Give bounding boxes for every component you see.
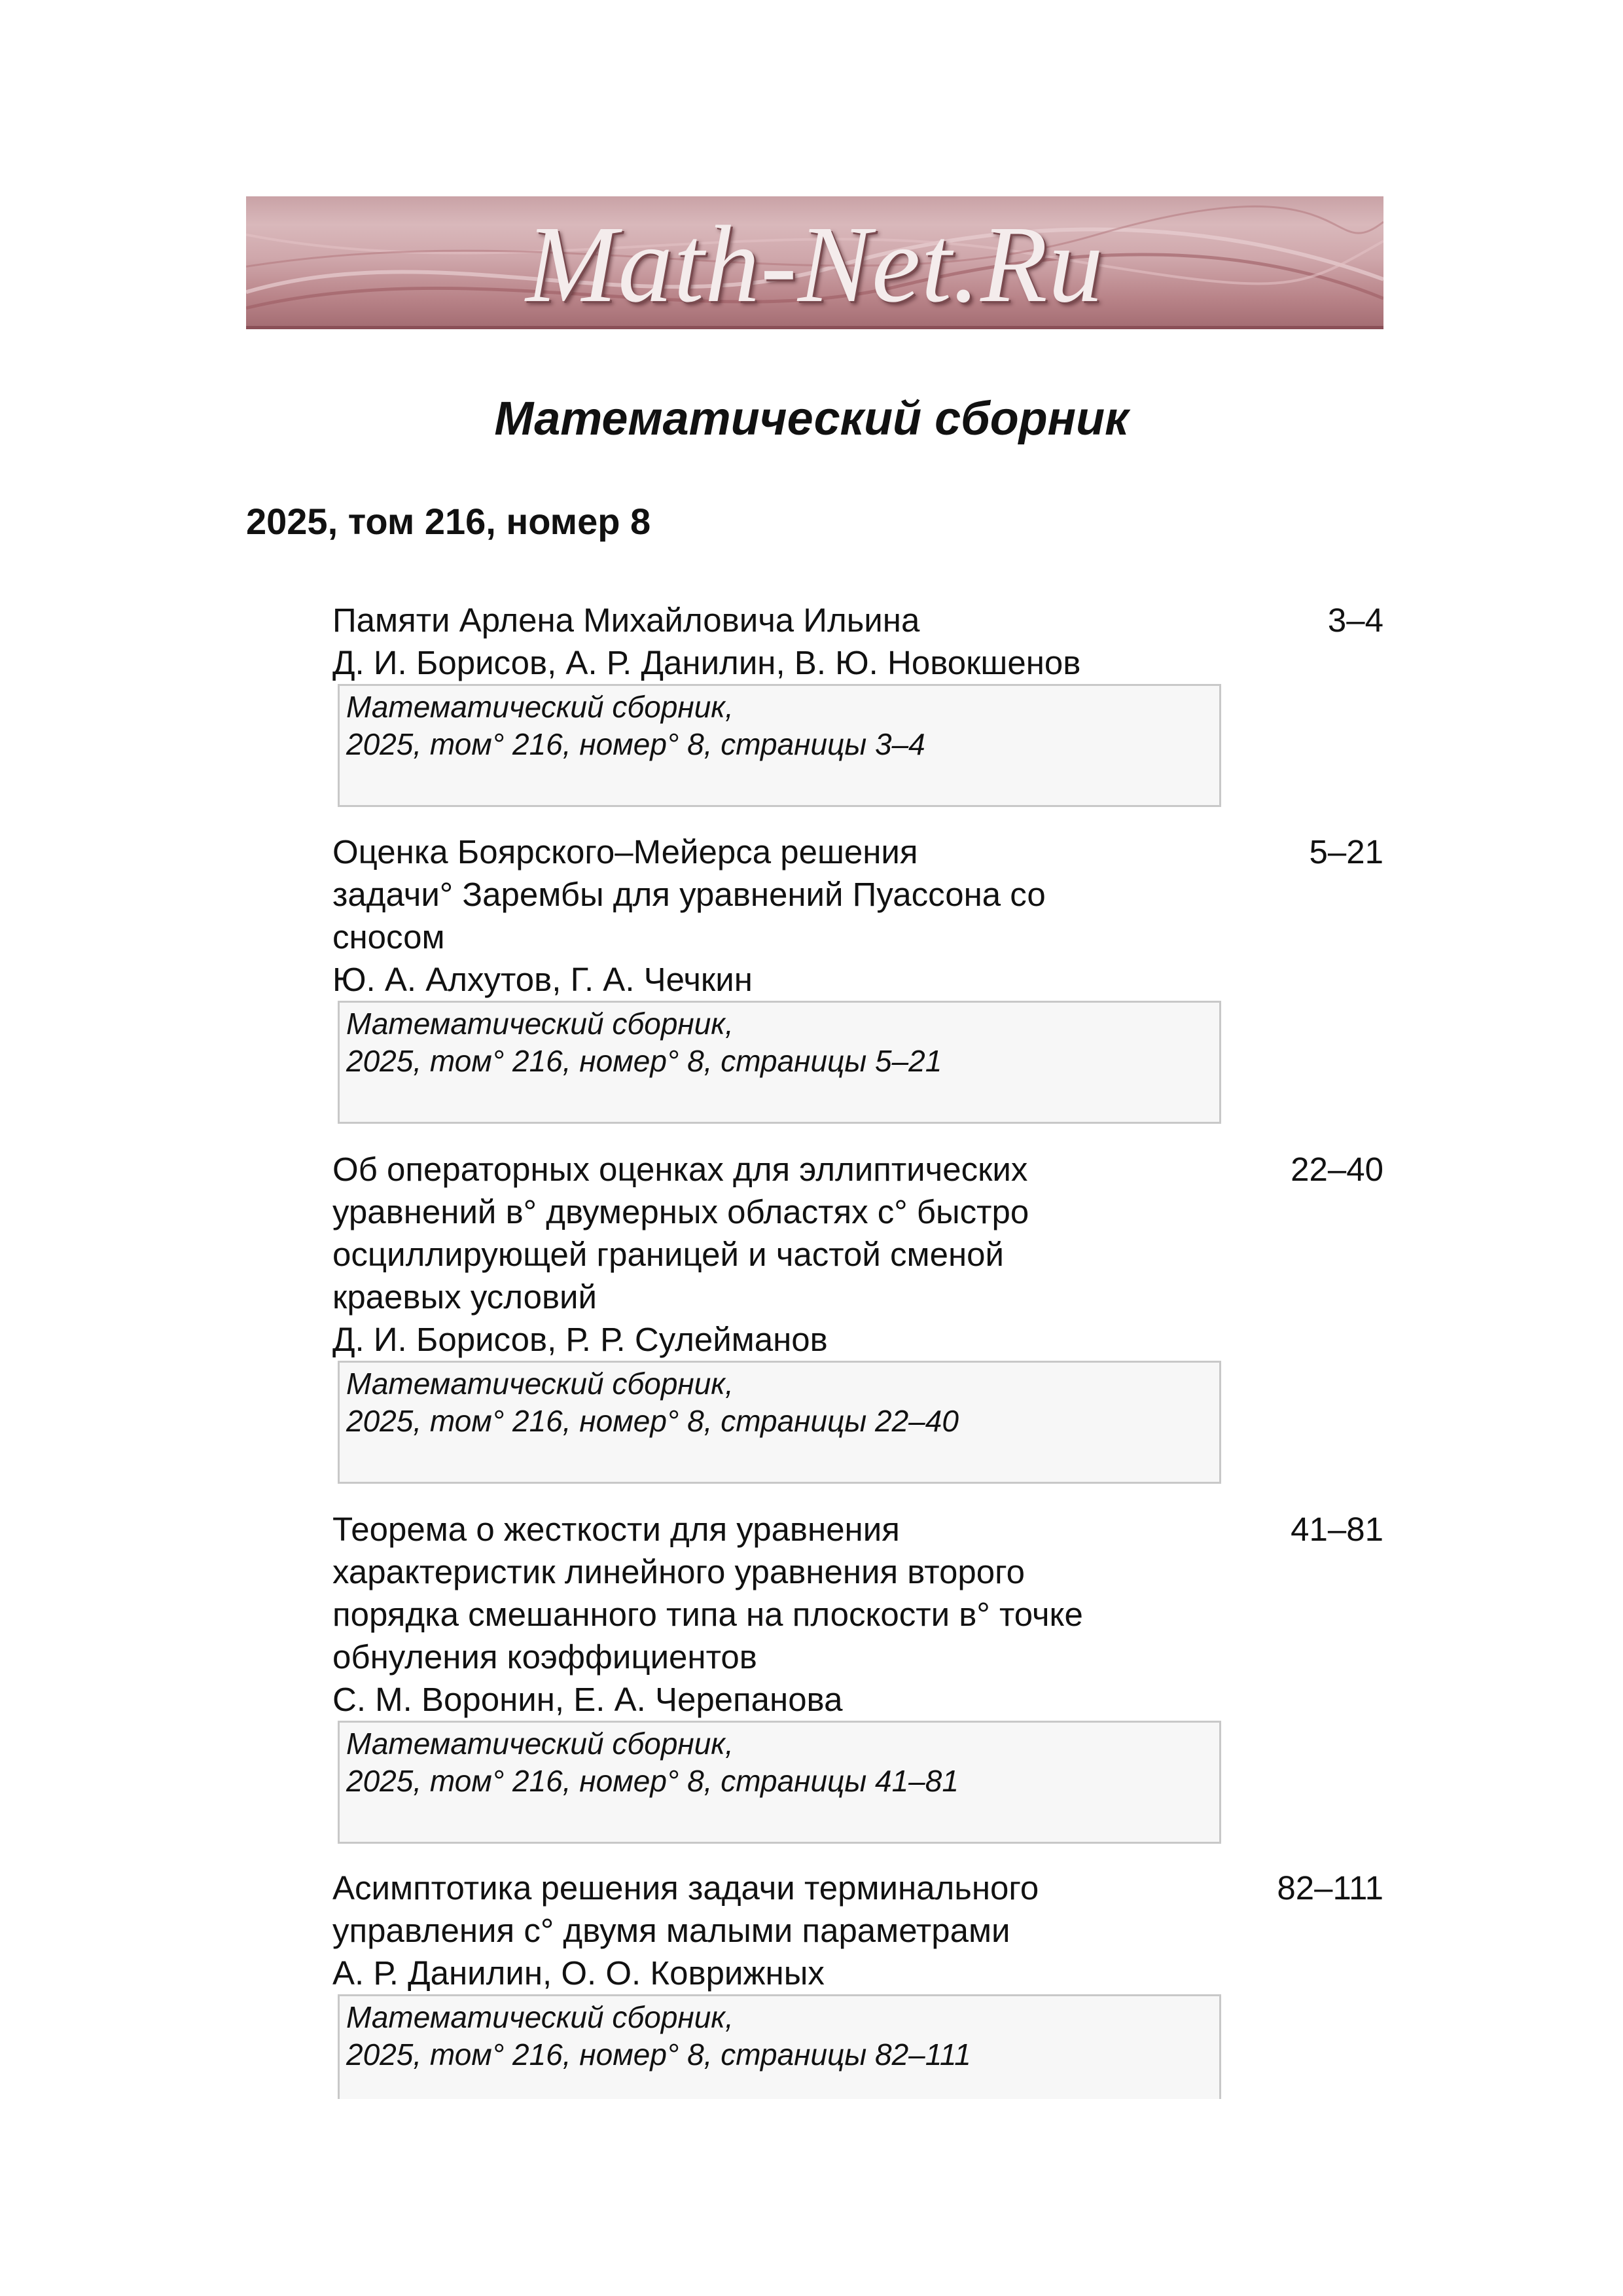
article-entry — [332, 1148, 1383, 1484]
article-title-line: порядка смешанного типа на плоскости в° точке — [332, 1596, 1083, 1633]
article-title[interactable] — [332, 1508, 1209, 1678]
article-title[interactable] — [332, 831, 1209, 958]
article-title[interactable] — [332, 1148, 1209, 1318]
citation-box — [338, 1994, 1221, 2099]
article-title-line: сносом — [332, 918, 445, 956]
citation-line: 2025, том° 216, номер° 8, страницы 3–4 — [346, 727, 925, 761]
article-authors: А. Р. Данилин, О. О. Коврижных — [332, 1954, 825, 1992]
article-title[interactable] — [332, 1867, 1209, 1952]
article-title-line: управления с° двумя малыми параметрами — [332, 1912, 1010, 1949]
article-pages: 5–21 — [1309, 833, 1383, 870]
article-title-line: Асимптотика решения задачи терминального — [332, 1869, 1039, 1907]
article-title[interactable] — [332, 599, 1209, 641]
math-net-banner — [246, 196, 1383, 329]
citation-line: 2025, том° 216, номер° 8, страницы 41–81 — [346, 1764, 959, 1798]
article-title-line: краевых условий — [332, 1278, 597, 1316]
article-title-line: обнуления коэффициентов — [332, 1638, 757, 1676]
article-title-line: характеристик линейного уравнения второго — [332, 1553, 1025, 1590]
article-title-line: Оценка Боярского–Мейерса решения — [332, 833, 918, 870]
citation-line: 2025, том° 216, номер° 8, страницы 5–21 — [346, 1044, 942, 1078]
citation-box — [338, 684, 1221, 807]
article-title-line: уравнений в° двумерных областях с° быстро — [332, 1193, 1029, 1230]
article-title-line: Памяти Арлена Михайловича Ильина — [332, 601, 920, 639]
citation-line: 2025, том° 216, номер° 8, страницы 22–40 — [346, 1404, 959, 1438]
article-authors: Ю. А. Алхутов, Г. А. Чечкин — [332, 961, 753, 998]
citation-line: Математический сборник, — [346, 1727, 734, 1761]
journal-title: Математический сборник — [494, 393, 1129, 445]
citation-line: 2025, том° 216, номер° 8, страницы 82–111 — [346, 2037, 971, 2072]
article-title-line: Об операторных оценках для эллиптических — [332, 1151, 1028, 1188]
article-authors: Д. И. Борисов, Р. Р. Сулейманов — [332, 1321, 828, 1358]
issue-title: 2025, том 216, номер 8 — [246, 501, 651, 542]
banner-logo-text: Math-Net.Ru — [526, 204, 1104, 325]
citation-box — [338, 1001, 1221, 1124]
article-entry — [332, 1508, 1383, 1844]
article-title-line: осциллирующей границей и частой сменой — [332, 1236, 1005, 1273]
article-title-line: задачи° Зарембы для уравнений Пуассона со — [332, 876, 1046, 913]
article-entry — [332, 831, 1383, 1124]
article-entry — [332, 1867, 1383, 2099]
article-pages: 82–111 — [1277, 1869, 1383, 1907]
article-title-line: Теорема о жесткости для уравнения — [332, 1511, 900, 1548]
article-entry — [332, 599, 1383, 807]
citation-line: Математический сборник, — [346, 1007, 734, 1041]
citation-box — [338, 1361, 1221, 1484]
citation-box — [338, 1721, 1221, 1844]
citation-line: Математический сборник, — [346, 2000, 734, 2034]
citation-line: Математический сборник, — [346, 690, 734, 724]
article-pages: 41–81 — [1291, 1511, 1383, 1548]
article-authors: С. М. Воронин, Е. А. Черепанова — [332, 1681, 843, 1718]
article-pages: 22–40 — [1291, 1151, 1383, 1188]
citation-line: Математический сборник, — [346, 1367, 734, 1401]
article-authors: Д. И. Борисов, А. Р. Данилин, В. Ю. Новокшенов — [332, 644, 1081, 681]
article-pages: 3–4 — [1327, 601, 1383, 639]
